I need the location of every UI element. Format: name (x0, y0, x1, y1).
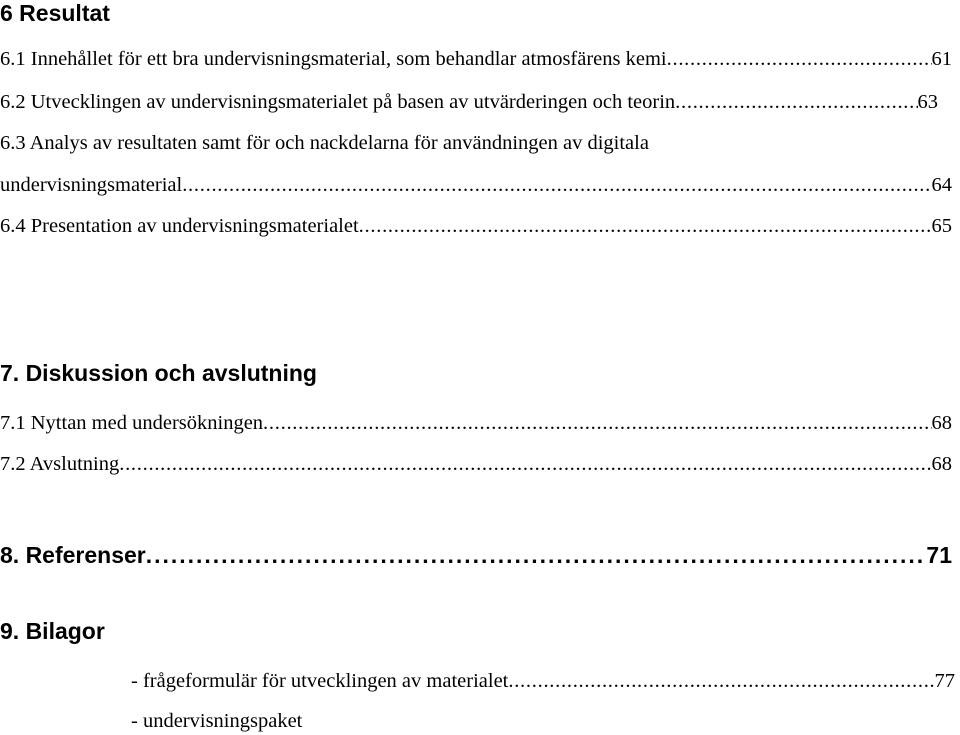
toc-entry-label: 7.2 Avslutning (0, 453, 120, 475)
toc-entry-page: 68 (931, 453, 952, 475)
toc-entry-6-3-line1[interactable] (0, 131, 649, 155)
toc-entry-label: undervisningsmaterial (0, 174, 183, 196)
toc-entry-6-4[interactable] (0, 214, 952, 238)
toc-entry-7-2[interactable] (0, 452, 952, 476)
toc-entry-label: 6.1 Innehållet för ett bra undervisningsmaterial, som behandlar atmosfärens kemi (0, 48, 667, 70)
toc-entry-9-2[interactable] (131, 709, 302, 733)
toc-entry-label: - frågeformulär för utvecklingen av materialet (131, 670, 509, 692)
dot-leader (119, 452, 931, 476)
toc-entry-label: 6.3 Analys av resultaten samt för och nackdelarna för användningen av digitala (0, 132, 649, 154)
section-heading-6-text: 6 Resultat (0, 0, 110, 26)
toc-entry-label: 6.4 Presentation av undervisningsmaterialet (0, 215, 359, 237)
toc-entry-label: - undervisningspaket (131, 710, 303, 732)
toc-entry-6-2[interactable] (0, 90, 938, 114)
dot-leader (146, 542, 927, 568)
section-heading-6 (0, 0, 110, 26)
toc-entry-page: 63 (917, 91, 938, 113)
dot-leader (508, 669, 934, 693)
toc-entry-9-1[interactable] (131, 669, 955, 693)
dot-leader (675, 90, 917, 114)
toc-entry-label: 7.1 Nyttan med undersökningen (0, 412, 264, 434)
toc-entry-6-3[interactable] (0, 173, 952, 197)
dot-leader (263, 411, 931, 435)
toc-entry-page: 68 (931, 412, 952, 434)
dot-leader (182, 173, 931, 197)
toc-entry-page: 61 (931, 48, 952, 70)
toc-entry-7-1[interactable] (0, 411, 952, 435)
dot-leader (359, 214, 932, 238)
section-heading-8[interactable] (0, 542, 952, 568)
toc-entry-page: 77 (934, 670, 955, 692)
section-heading-9 (0, 618, 105, 644)
toc-entry-page: 64 (931, 174, 952, 196)
toc-entry-page: 71 (926, 542, 952, 568)
toc-entry-6-1[interactable] (0, 47, 952, 71)
section-heading-7 (0, 360, 317, 386)
toc-entry-page: 65 (931, 215, 952, 237)
section-heading-7-text: 7. Diskussion och avslutning (0, 360, 317, 386)
section-heading-9-text: 9. Bilagor (0, 618, 105, 644)
toc-entry-label: 6.2 Utvecklingen av undervisningsmaterialet på basen av utvärderingen och teorin (0, 91, 676, 113)
section-heading-8-text: 8. Referenser (0, 542, 146, 568)
dot-leader (667, 47, 932, 71)
